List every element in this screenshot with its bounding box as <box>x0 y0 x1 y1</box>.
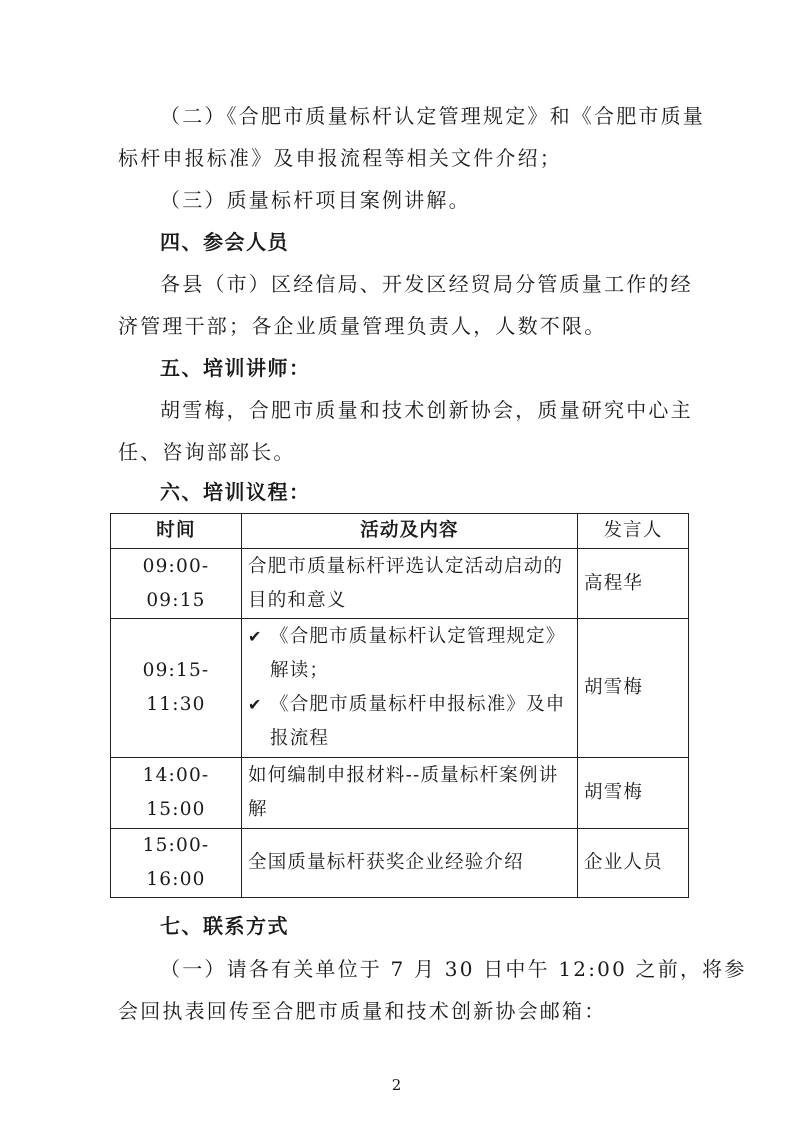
contact-line-2: 会回执表回传至合肥市质量和技术创新协会邮箱： <box>118 999 607 1023</box>
section-heading-agenda: 六、培训议程： <box>160 480 311 504</box>
activity-cell: 全国质量标杆获奖企业经验介绍 <box>242 829 578 898</box>
section-heading-attendees: 四、参会人员 <box>160 230 289 254</box>
agenda-list-item-text: 《合肥市质量标杆认定管理规定》解读； <box>270 626 566 681</box>
paragraph-item-2-line-2: 标杆申报标准》及申报流程等相关文件介绍； <box>118 146 562 170</box>
attendees-line-1: 各县（市）区经信局、开发区经贸局分管质量工作的经 <box>160 272 693 296</box>
lecturer-line-1: 胡雪梅，合肥市质量和技术创新协会，质量研究中心主 <box>160 398 693 422</box>
header-time: 时间 <box>111 514 242 549</box>
agenda-list-item <box>248 688 571 756</box>
check-mark-icon: ✔ <box>248 627 263 646</box>
agenda-list-item-text: 《合肥市质量标杆申报标准》及申报流程 <box>270 694 566 749</box>
activity-cell: 合肥市质量标杆评选认定活动启动的目的和意义 <box>242 549 578 619</box>
speaker-cell: 胡雪梅 <box>578 758 689 829</box>
header-activity: 活动及内容 <box>242 514 578 549</box>
paragraph-item-2-line-1: （二）《合肥市质量标杆认定管理规定》和《合肥市质量 <box>160 104 705 128</box>
time-cell: 14:00-15:00 <box>111 758 242 829</box>
time-cell: 09:15-11:30 <box>111 619 242 758</box>
section-heading-lecturer: 五、培训讲师： <box>160 356 311 380</box>
agenda-header-row <box>111 514 689 549</box>
agenda-list-item <box>248 620 571 688</box>
agenda-table <box>110 513 689 898</box>
page-number: 2 <box>391 1076 402 1094</box>
table-row <box>111 549 689 619</box>
contact-line-1: （一）请各有关单位于 7 月 30 日中午 12:00 之前，将参 <box>160 957 747 981</box>
table-row <box>111 619 689 758</box>
section-heading-contact: 七、联系方式 <box>160 914 289 938</box>
table-row <box>111 829 689 898</box>
speaker-cell: 高程华 <box>578 549 689 619</box>
activity-cell <box>242 619 578 758</box>
lecturer-line-2: 任、咨询部部长。 <box>118 440 296 464</box>
time-cell: 15:00-16:00 <box>111 829 242 898</box>
header-speaker: 发言人 <box>578 514 689 549</box>
speaker-cell: 企业人员 <box>578 829 689 898</box>
time-cell: 09:00-09:15 <box>111 549 242 619</box>
speaker-cell: 胡雪梅 <box>578 619 689 758</box>
paragraph-item-3: （三）质量标杆项目案例讲解。 <box>160 188 471 212</box>
check-mark-icon: ✔ <box>248 695 263 714</box>
table-row <box>111 758 689 829</box>
activity-cell: 如何编制申报材料--质量标杆案例讲解 <box>242 758 578 829</box>
attendees-line-2: 济管理干部；各企业质量管理负责人，人数不限。 <box>118 314 607 338</box>
